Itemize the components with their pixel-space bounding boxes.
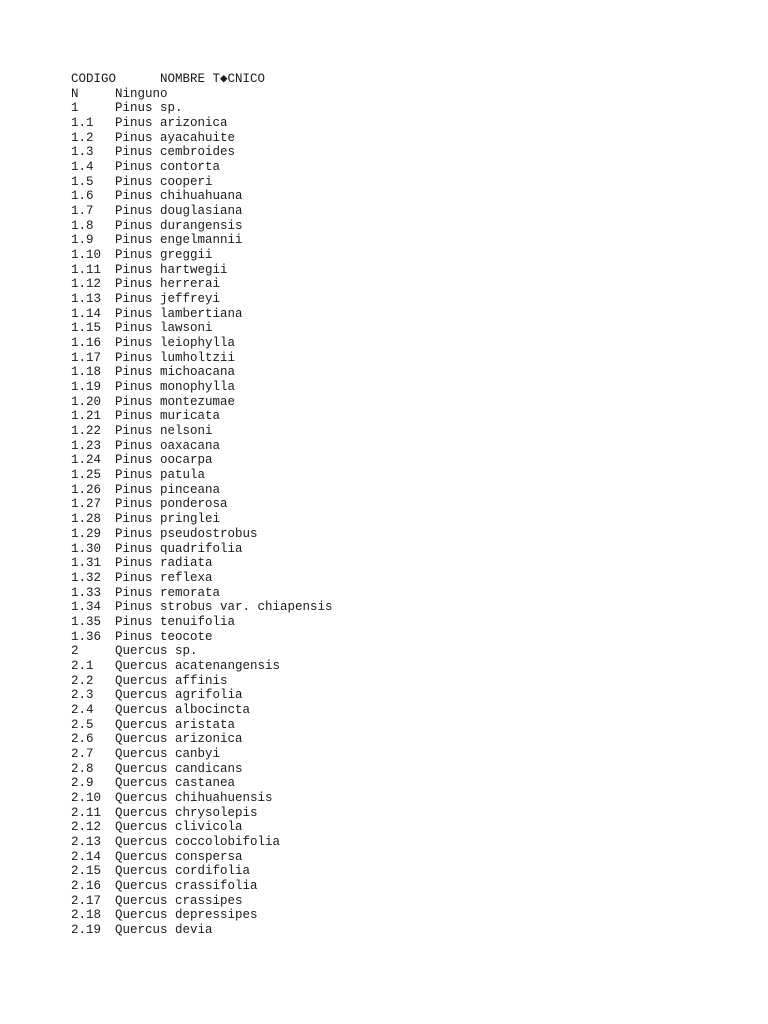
species-name: Quercus castanea xyxy=(115,776,236,791)
rows-container xyxy=(71,87,333,938)
list-item xyxy=(71,307,333,322)
species-code: 2.19 xyxy=(71,922,102,937)
species-name: Pinus arizonica xyxy=(115,116,228,131)
species-code: 1.24 xyxy=(71,453,102,468)
species-name: Pinus pinceana xyxy=(115,482,221,497)
species-name: Quercus aristata xyxy=(115,717,236,732)
species-code: 1.31 xyxy=(71,556,102,571)
species-code: 2.6 xyxy=(71,732,94,747)
species-code: 1.33 xyxy=(71,585,102,600)
list-item xyxy=(71,894,333,909)
list-item xyxy=(71,321,333,336)
list-item xyxy=(71,483,333,498)
species-code: 2.12 xyxy=(71,820,102,835)
species-code: 1.8 xyxy=(71,218,94,233)
list-item xyxy=(71,101,333,116)
species-code: 2.10 xyxy=(71,790,102,805)
list-item xyxy=(71,835,333,850)
species-name: Pinus contorta xyxy=(115,160,221,175)
species-code: 2.15 xyxy=(71,864,102,879)
list-item xyxy=(71,674,333,689)
species-name: Pinus michoacana xyxy=(115,365,236,380)
species-name: Quercus chrysolepis xyxy=(115,805,258,820)
list-item xyxy=(71,864,333,879)
species-code: 1.23 xyxy=(71,438,102,453)
list-item xyxy=(71,439,333,454)
species-name: Pinus radiata xyxy=(115,556,213,571)
species-code: 1.28 xyxy=(71,512,102,527)
species-code: 2.17 xyxy=(71,893,102,908)
species-code: 2.4 xyxy=(71,702,94,717)
species-code: 1.26 xyxy=(71,482,102,497)
list-item xyxy=(71,189,333,204)
species-name: Pinus hartwegii xyxy=(115,262,228,277)
species-name: Pinus reflexa xyxy=(115,570,213,585)
species-code: 1.9 xyxy=(71,233,94,248)
species-name: Quercus arizonica xyxy=(115,732,243,747)
list-item xyxy=(71,791,333,806)
species-code: 1.12 xyxy=(71,277,102,292)
species-code: 2.16 xyxy=(71,878,102,893)
list-item xyxy=(71,395,333,410)
species-name: Pinus lumholtzii xyxy=(115,350,236,365)
species-name: Quercus devia xyxy=(115,922,213,937)
species-name: Pinus sp. xyxy=(115,101,183,116)
species-code: 1.5 xyxy=(71,174,94,189)
species-name: Pinus monophylla xyxy=(115,380,236,395)
header-row xyxy=(71,72,333,87)
list-item xyxy=(71,453,333,468)
species-name: Pinus cembroides xyxy=(115,145,236,160)
species-code: 1.35 xyxy=(71,614,102,629)
list-item xyxy=(71,468,333,483)
species-code: 1.29 xyxy=(71,526,102,541)
species-name: Pinus herrerai xyxy=(115,277,221,292)
list-item xyxy=(71,586,333,601)
list-item xyxy=(71,336,333,351)
list-item xyxy=(71,175,333,190)
species-name: Pinus oaxacana xyxy=(115,438,221,453)
species-code: 2.3 xyxy=(71,688,94,703)
species-code: 1.1 xyxy=(71,116,94,131)
species-code: 1.32 xyxy=(71,570,102,585)
species-code: 1.2 xyxy=(71,130,94,145)
species-name: Pinus jeffreyi xyxy=(115,292,221,307)
species-name: Pinus montezumae xyxy=(115,394,236,409)
list-item xyxy=(71,615,333,630)
species-name: Pinus leiophylla xyxy=(115,336,236,351)
species-code: 2.7 xyxy=(71,746,94,761)
species-name: Ninguno xyxy=(115,86,168,101)
species-code: 2 xyxy=(71,644,79,659)
list-item xyxy=(71,160,333,175)
species-name: Quercus albocincta xyxy=(115,702,251,717)
list-item xyxy=(71,820,333,835)
species-name: Quercus depressipes xyxy=(115,908,258,923)
species-code: N xyxy=(71,86,79,101)
list-item xyxy=(71,263,333,278)
species-name: Pinus cooperi xyxy=(115,174,213,189)
species-name: Pinus quadrifolia xyxy=(115,541,243,556)
species-code: 2.5 xyxy=(71,717,94,732)
species-code: 1 xyxy=(71,101,79,116)
list-item xyxy=(71,542,333,557)
species-name: Quercus crassifolia xyxy=(115,878,258,893)
species-code: 2.8 xyxy=(71,761,94,776)
list-item xyxy=(71,718,333,733)
list-item xyxy=(71,512,333,527)
species-name: Pinus lawsoni xyxy=(115,321,213,336)
species-code: 1.27 xyxy=(71,497,102,512)
list-item xyxy=(71,497,333,512)
species-code: 1.30 xyxy=(71,541,102,556)
species-code: 1.17 xyxy=(71,350,102,365)
species-name: Pinus pseudostrobus xyxy=(115,526,258,541)
list-item xyxy=(71,204,333,219)
species-name: Quercus sp. xyxy=(115,644,198,659)
list-item xyxy=(71,233,333,248)
species-name: Pinus remorata xyxy=(115,585,221,600)
species-code: 1.18 xyxy=(71,365,102,380)
species-code: 1.11 xyxy=(71,262,102,277)
species-code: 2.14 xyxy=(71,849,102,864)
species-name: Quercus conspersa xyxy=(115,849,243,864)
header-code: CODIGO xyxy=(71,72,117,86)
header-name: NOMBRE T◆CNICO xyxy=(160,72,266,86)
list-item xyxy=(71,87,333,102)
list-item xyxy=(71,747,333,762)
list-item xyxy=(71,659,333,674)
species-code: 2.1 xyxy=(71,658,94,673)
species-code: 1.7 xyxy=(71,204,94,219)
species-code: 1.22 xyxy=(71,424,102,439)
species-code: 2.2 xyxy=(71,673,94,688)
species-name: Pinus teocote xyxy=(115,629,213,644)
list-item xyxy=(71,277,333,292)
species-name: Quercus candicans xyxy=(115,761,243,776)
list-item xyxy=(71,644,333,659)
list-item xyxy=(71,556,333,571)
list-item xyxy=(71,527,333,542)
list-item xyxy=(71,116,333,131)
list-item xyxy=(71,762,333,777)
species-name: Pinus oocarpa xyxy=(115,453,213,468)
list-item xyxy=(71,351,333,366)
species-name: Pinus greggii xyxy=(115,248,213,263)
list-item xyxy=(71,409,333,424)
species-code: 2.13 xyxy=(71,834,102,849)
species-name: Pinus engelmannii xyxy=(115,233,243,248)
list-item xyxy=(71,908,333,923)
species-code: 1.15 xyxy=(71,321,102,336)
list-item xyxy=(71,365,333,380)
species-name: Quercus affinis xyxy=(115,673,228,688)
species-name: Pinus pringlei xyxy=(115,512,221,527)
species-code: 1.25 xyxy=(71,468,102,483)
species-name: Quercus coccolobifolia xyxy=(115,834,281,849)
list-item xyxy=(71,145,333,160)
species-name: Pinus strobus var. chiapensis xyxy=(115,600,333,615)
list-item xyxy=(71,923,333,938)
species-code: 1.14 xyxy=(71,306,102,321)
species-code: 1.36 xyxy=(71,629,102,644)
list-item xyxy=(71,424,333,439)
species-name: Quercus acatenangensis xyxy=(115,658,281,673)
list-item xyxy=(71,850,333,865)
list-item xyxy=(71,292,333,307)
list-item xyxy=(71,879,333,894)
species-name: Pinus lambertiana xyxy=(115,306,243,321)
species-code: 1.21 xyxy=(71,409,102,424)
species-code: 1.19 xyxy=(71,380,102,395)
species-code: 1.10 xyxy=(71,248,102,263)
species-name: Pinus chihuahuana xyxy=(115,189,243,204)
list-item xyxy=(71,732,333,747)
list-item xyxy=(71,380,333,395)
species-code-list xyxy=(71,72,333,938)
species-name: Pinus tenuifolia xyxy=(115,614,236,629)
list-item xyxy=(71,600,333,615)
species-name: Pinus patula xyxy=(115,468,206,483)
species-code: 1.13 xyxy=(71,292,102,307)
species-name: Quercus chihuahuensis xyxy=(115,790,273,805)
species-name: Quercus agrifolia xyxy=(115,688,243,703)
species-code: 1.34 xyxy=(71,600,102,615)
species-name: Pinus nelsoni xyxy=(115,424,213,439)
species-name: Pinus douglasiana xyxy=(115,204,243,219)
species-code: 2.9 xyxy=(71,776,94,791)
species-name: Quercus cordifolia xyxy=(115,864,251,879)
species-code: 1.6 xyxy=(71,189,94,204)
list-item xyxy=(71,703,333,718)
species-name: Pinus ayacahuite xyxy=(115,130,236,145)
species-name: Pinus muricata xyxy=(115,409,221,424)
species-code: 1.4 xyxy=(71,160,94,175)
list-item xyxy=(71,131,333,146)
species-name: Quercus canbyi xyxy=(115,746,221,761)
list-item xyxy=(71,806,333,821)
species-code: 2.11 xyxy=(71,805,102,820)
species-code: 1.20 xyxy=(71,394,102,409)
list-item xyxy=(71,571,333,586)
list-item xyxy=(71,630,333,645)
list-item xyxy=(71,248,333,263)
species-code: 1.16 xyxy=(71,336,102,351)
list-item xyxy=(71,688,333,703)
species-name: Pinus durangensis xyxy=(115,218,243,233)
species-name: Quercus clivicola xyxy=(115,820,243,835)
list-item xyxy=(71,219,333,234)
list-item xyxy=(71,776,333,791)
species-name: Quercus crassipes xyxy=(115,893,243,908)
species-name: Pinus ponderosa xyxy=(115,497,228,512)
species-code: 2.18 xyxy=(71,908,102,923)
species-code: 1.3 xyxy=(71,145,94,160)
